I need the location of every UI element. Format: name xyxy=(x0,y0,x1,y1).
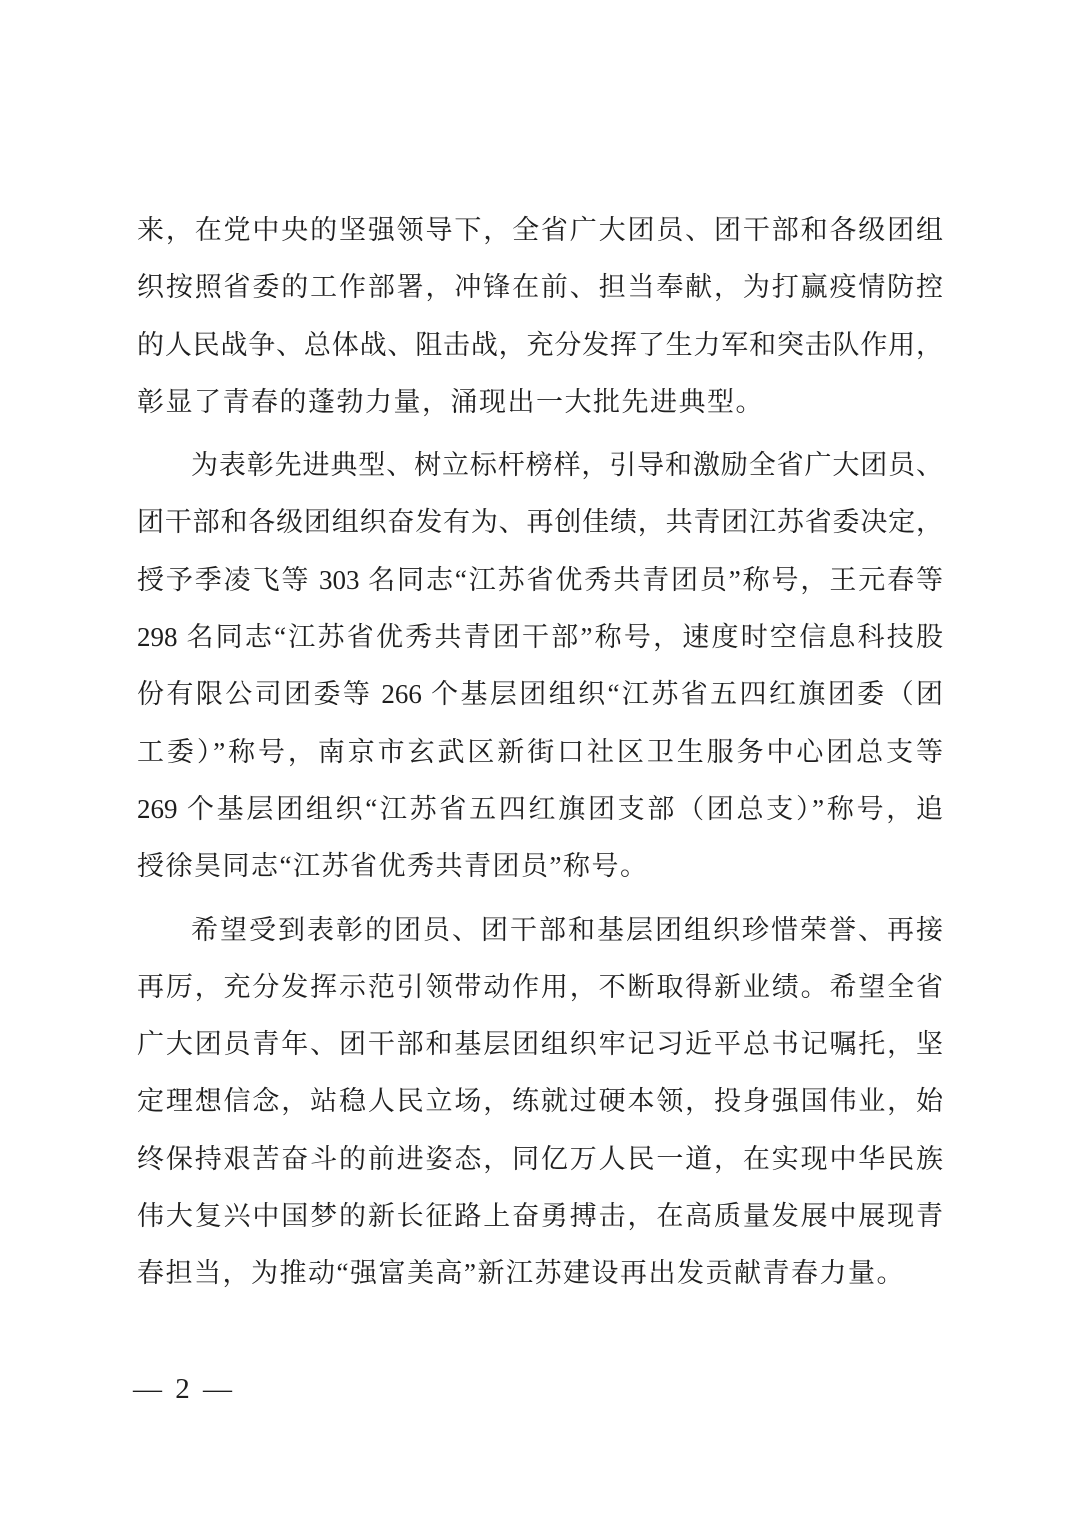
page-number: — 2 — xyxy=(133,1373,235,1405)
paragraph xyxy=(137,445,943,903)
text-line: 为表彰先进典型、树立标杆榜样，引导和激励全省广大团员、 xyxy=(191,450,943,481)
text-line: 定理想信念，站稳人民立场，练就过硬本领，投身强国伟业，始 xyxy=(137,1086,943,1117)
text-line: 授徐昊同志“江苏省优秀共青团员”称号。 xyxy=(137,851,649,882)
text-line: 伟大复兴中国梦的新长征路上奋勇搏击，在高质量发展中展现青 xyxy=(137,1201,943,1232)
text-line: 工委）”称号，南京市玄武区新街口社区卫生服务中心团总支等 xyxy=(137,736,943,767)
text-line: 再厉，充分发挥示范引领带动作用，不断取得新业绩。希望全省 xyxy=(137,971,943,1002)
paragraph xyxy=(137,210,943,439)
text-line: 的人民战争、总体战、阻击战，充分发挥了生力军和突击队作用， xyxy=(137,329,943,360)
text-line: 份有限公司团委等 266 个基层团组织“江苏省五四红旗团委（团 xyxy=(137,679,943,710)
text-line: 织按照省委的工作部署，冲锋在前、担当奉献，为打赢疫情防控 xyxy=(137,272,943,303)
paragraph xyxy=(137,910,943,1311)
text-line: 广大团员青年、团干部和基层团组织牢记习近平总书记嘱托，坚 xyxy=(137,1029,943,1060)
text-line: 终保持艰苦奋斗的前进姿态，同亿万人民一道，在实现中华民族 xyxy=(137,1143,943,1174)
text-line: 团干部和各级团组织奋发有为、再创佳绩，共青团江苏省委决定， xyxy=(137,507,943,538)
text-line: 希望受到表彰的团员、团干部和基层团组织珍惜荣誉、再接 xyxy=(191,914,943,945)
text-line: 彰显了青春的蓬勃力量，涌现出一大批先进典型。 xyxy=(137,386,764,417)
text-line: 269 个基层团组织“江苏省五四红旗团支部（团总支）”称号，追 xyxy=(137,793,943,824)
text-line: 授予季凌飞等 303 名同志“江苏省优秀共青团员”称号，王元春等 xyxy=(137,564,943,595)
document-body xyxy=(137,210,943,1311)
text-line: 来，在党中央的坚强领导下，全省广大团员、团干部和各级团组 xyxy=(137,215,943,245)
text-line: 298 名同志“江苏省优秀共青团干部”称号，速度时空信息科技股 xyxy=(137,622,943,653)
text-line: 春担当，为推动“强富美高”新江苏建设再出发贡献青春力量。 xyxy=(137,1258,905,1289)
